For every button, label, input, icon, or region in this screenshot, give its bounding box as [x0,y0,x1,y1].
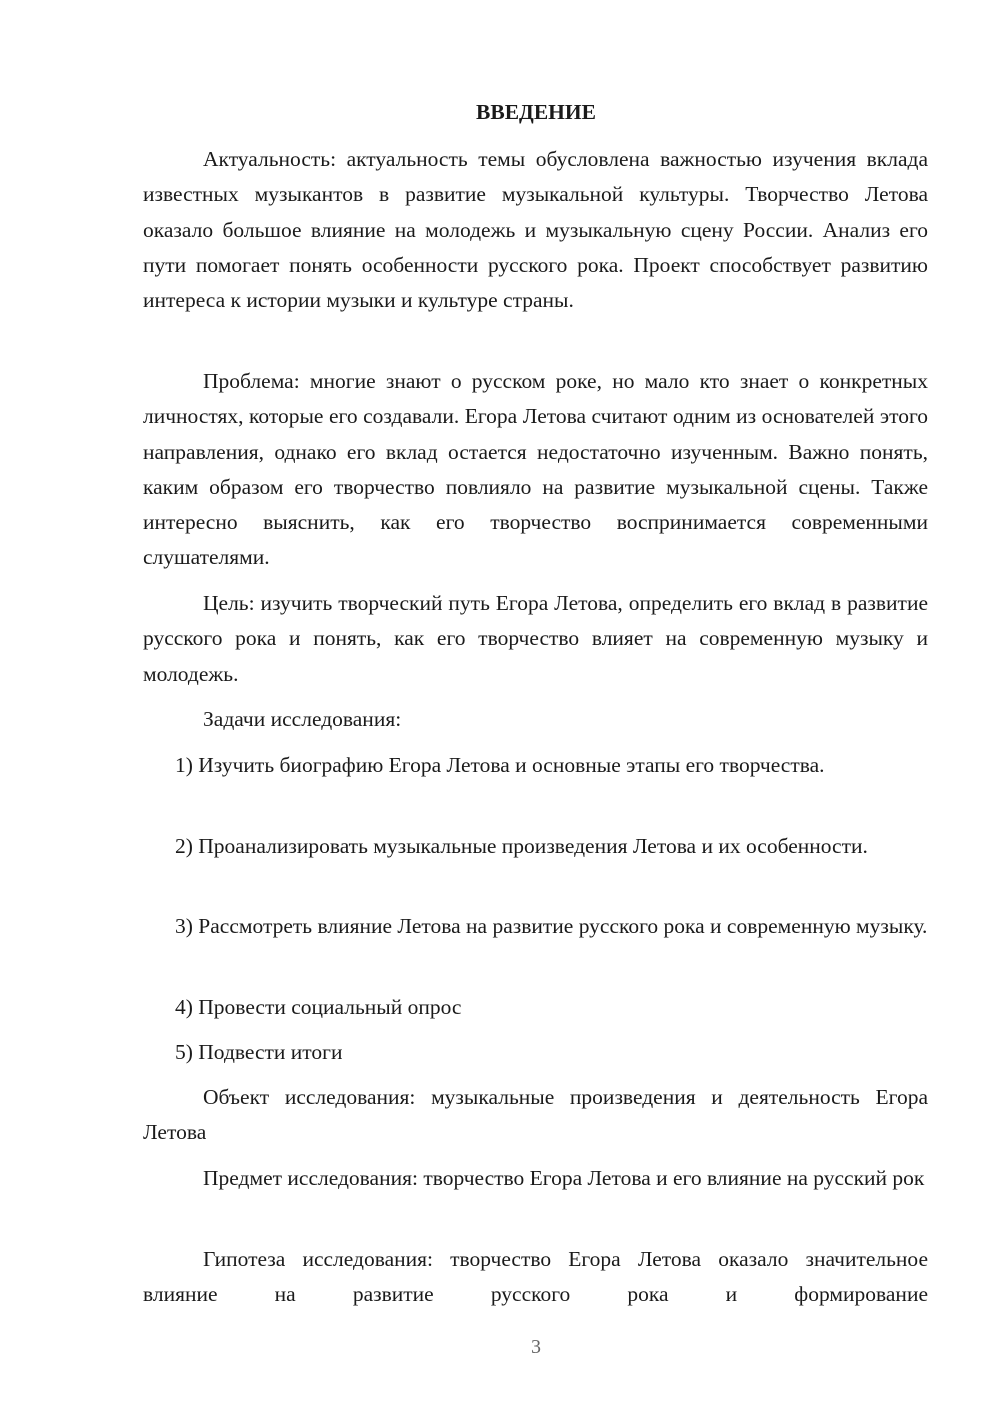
paragraph-goal: Цель: изучить творческий путь Егора Летова, определить его вклад в развитие русского рока и понять, как его творчество влияет на современную музыку и молодежь. [143,591,928,686]
tasks-heading: Задачи исследования: [203,707,402,731]
paragraph-problem: Проблема: многие знают о русском роке, но мало кто знает о конкретных личностях, которые его создавали. Егора Летова считают одним из основателей этого направления, однако его вклад остается недостаточно изученным. Важно понять, каким образом его творчество повлияло на развитие музыкальной сцены. Также интересно выяснить, как его творчество воспринимается современными слушателями. [143,369,928,570]
task-item-5: 5) Подвести итоги [175,1040,343,1064]
task-item-3: 3) Рассмотреть влияние Летова на развитие русского рока и современную музыку. [175,914,928,938]
task-item-2: 2) Проанализировать музыкальные произведения Летова и их особенности. [175,834,868,858]
page-title: ВВЕДЕНИЕ [476,100,596,124]
task-item-4: 4) Провести социальный опрос [175,995,462,1019]
paragraph-subject: Предмет исследования: творчество Егора Летова и его влияние на русский рок [203,1166,925,1190]
paragraph-relevance: Актуальность: актуальность темы обусловлена важностью изучения вклада известных музыкантов в развитие музыкальной культуры. Творчество Летова оказало большое влияние на молодежь и музыкальную сцену России. Анализ его пути помогает понять особенности русского рока. Проект способствует развитию интереса к истории музыки и культуре страны. [143,147,928,313]
task-item-1: 1) Изучить биографию Егора Летова и основные этапы его творчества. [175,753,825,777]
paragraph-hypothesis: Гипотеза исследования: творчество Егора Летова оказало значительное влияние на развитие русского рока и формирование [143,1247,928,1307]
page-number: 3 [531,1336,541,1358]
paragraph-object: Объект исследования: музыкальные произведения и деятельность Егора Летова [143,1085,928,1145]
